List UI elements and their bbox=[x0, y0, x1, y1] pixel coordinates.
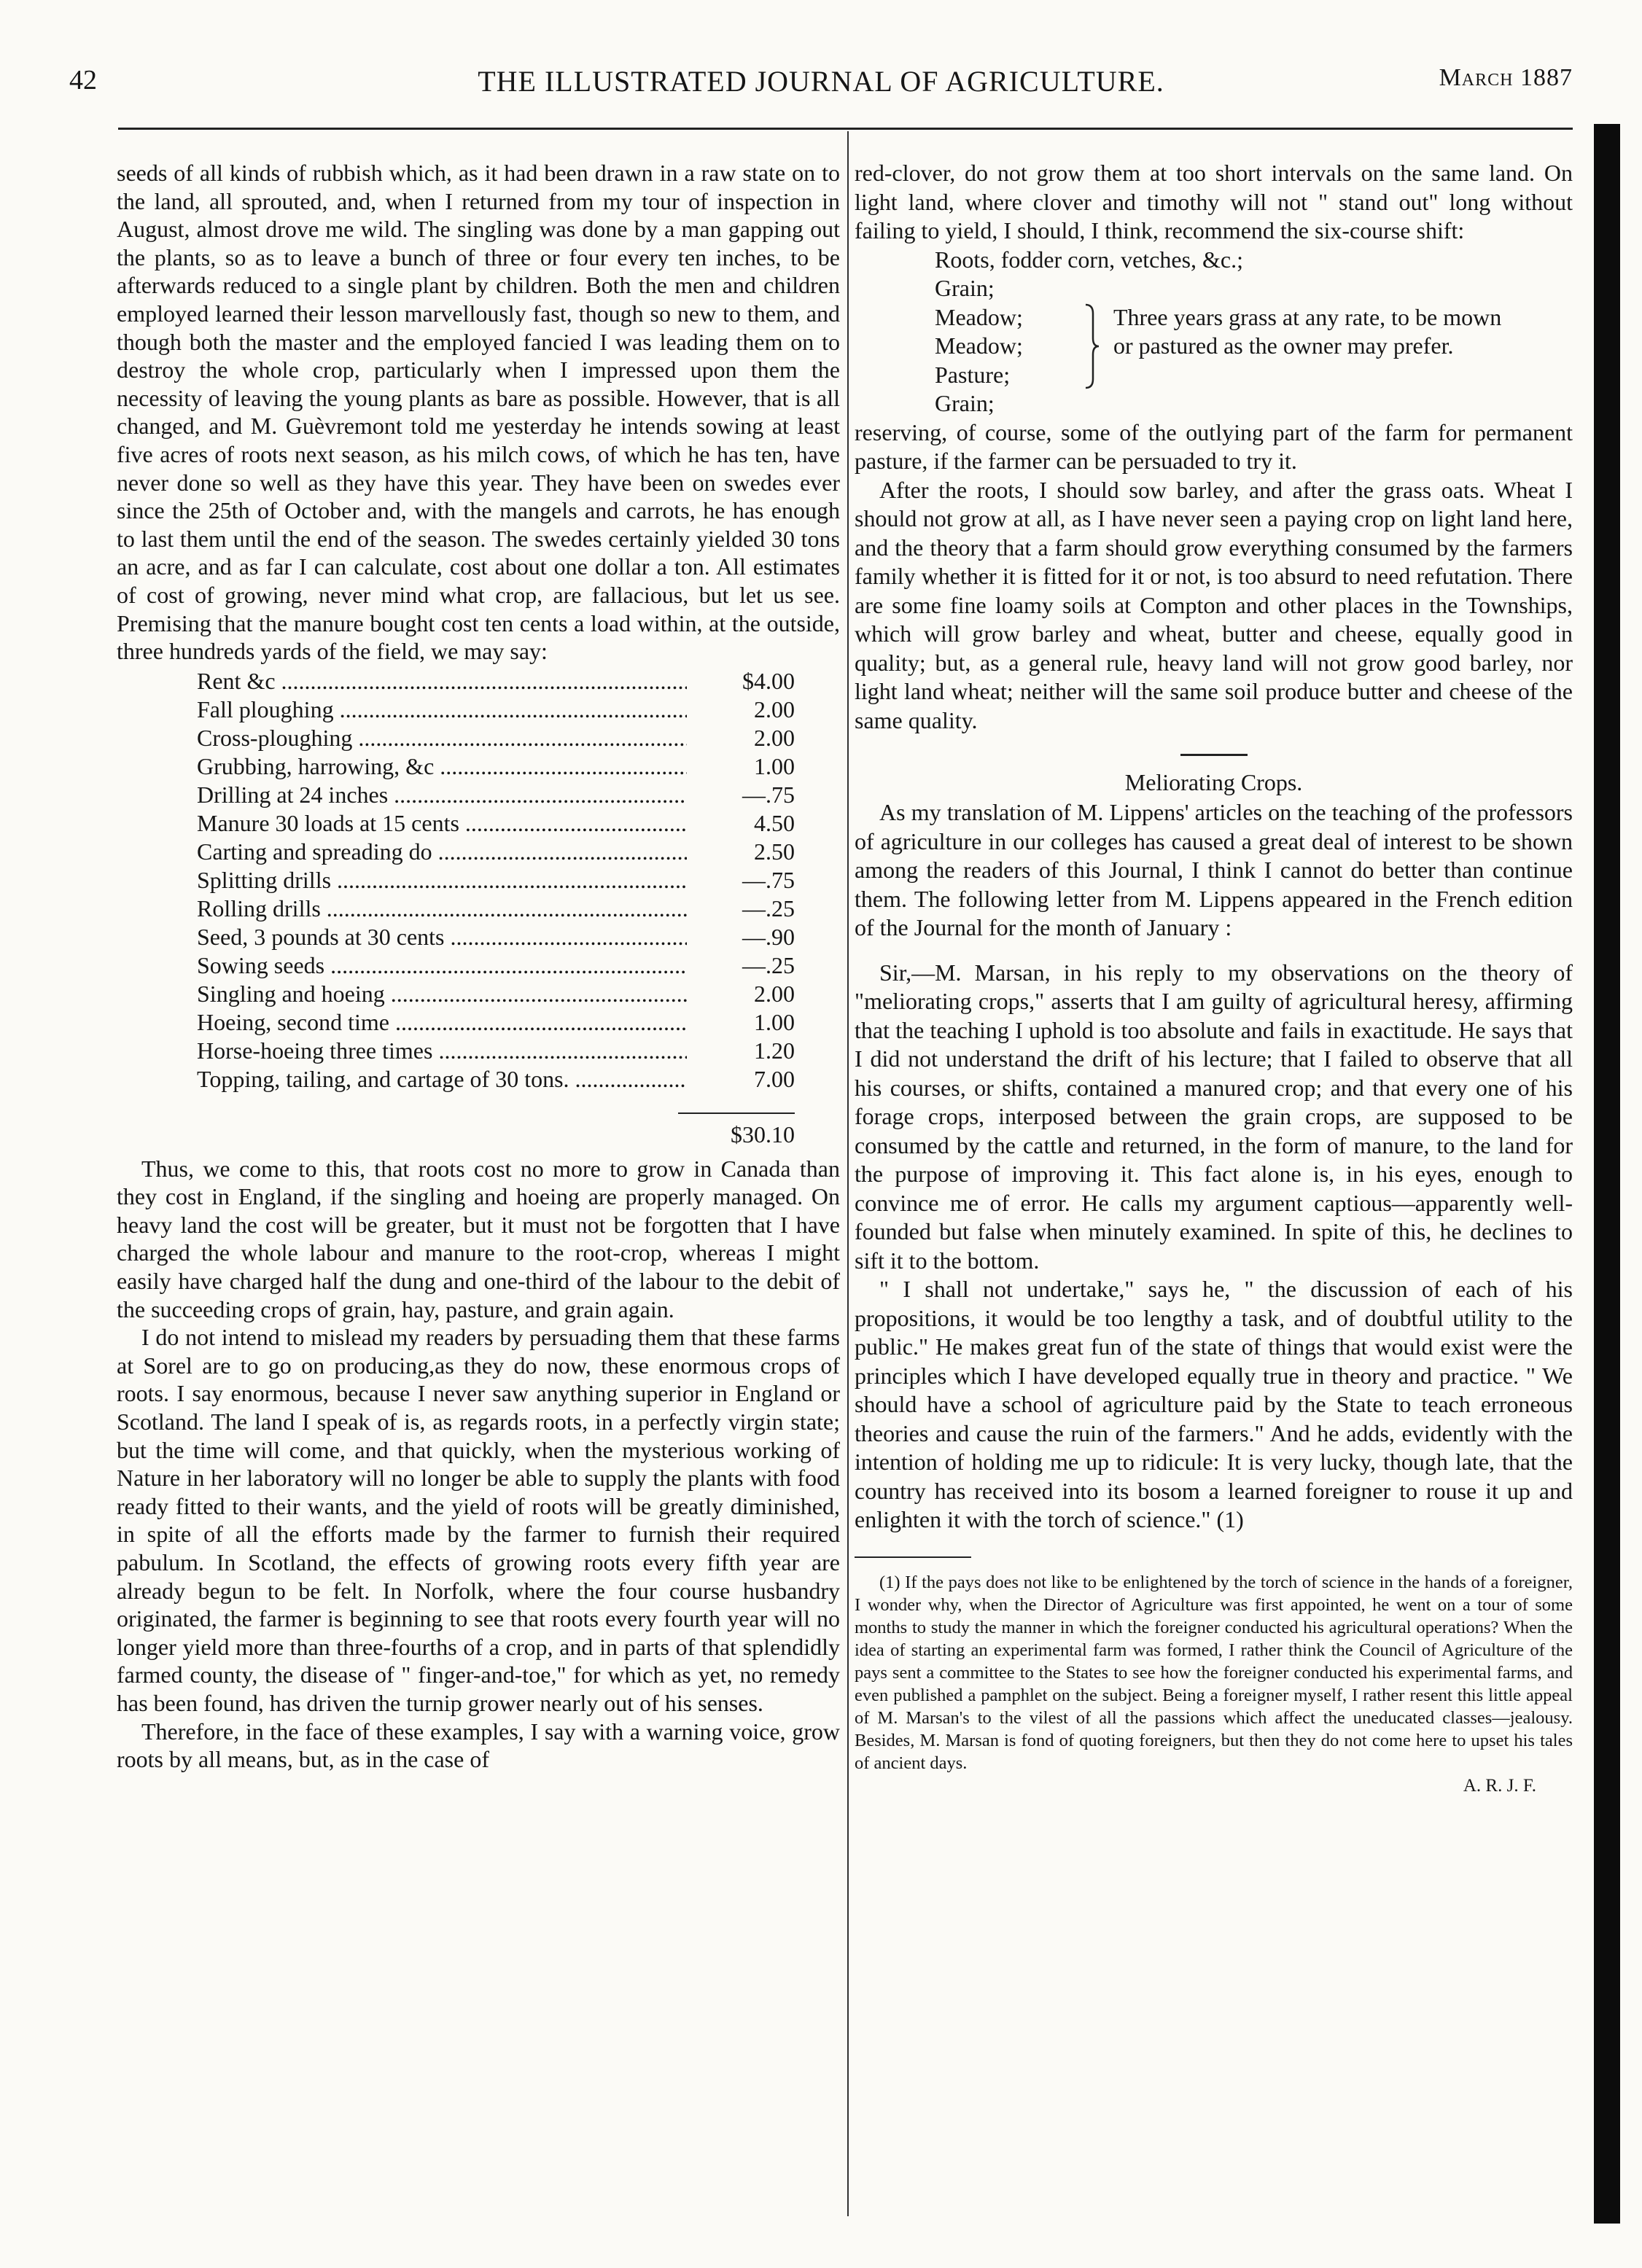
cost-item: Rolling drills ..... bbox=[197, 895, 687, 923]
cost-row bbox=[197, 866, 795, 895]
cost-row bbox=[197, 923, 795, 951]
right-column bbox=[855, 159, 1573, 1797]
right-paragraph-4: As my translation of M. Lippens' articles on the teaching of the professors of agriculture in our colleges has caused a great deal of interest to be shown among the readers of this Journal, I think I cannot do better than continue them. The following letter from M. Lippens appeared in the French edition of the Journal for the month of January : bbox=[855, 799, 1573, 940]
left-column bbox=[117, 159, 840, 1774]
cost-amount: 2.00 bbox=[754, 695, 795, 722]
cost-row bbox=[197, 1008, 795, 1037]
cost-table bbox=[197, 667, 795, 1149]
cost-amount: $4.00 bbox=[742, 667, 795, 694]
brace-icon bbox=[1083, 303, 1102, 389]
cost-total: $30.10 bbox=[731, 1121, 795, 1147]
journal-title: THE ILLUSTRATED JOURNAL OF AGRICULTURE. bbox=[478, 65, 1164, 98]
cost-item: Drilling at 24 inches ..... bbox=[197, 781, 687, 809]
cost-item: Manure 30 loads at 15 cents ..... bbox=[197, 809, 687, 838]
footnote: (1) If the pays does not like to be enlightened by the torch of science in the hands of a foreigner, I wonder why, when the Director of Agriculture was first appointed, he went on a tour of some months to study the manner in which the foreigner conducted his agricultural operations? When the idea of starting an experimental farm was formed, I rather think the Council of Agriculture of the pays sent a committee to the States to see how the foreigner conducted his experimental farms, and even published a pamphlet on the subject. Being a foreigner myself, I rather resent this little appeal of M. Marsan's to the vilest of all the passions which affect the uneducated classes—jealousy. Besides, M. Marsan is fond of quoting foreigners, but then they do not come here to upset his tales of ancient days. bbox=[855, 1572, 1573, 1773]
cost-row bbox=[197, 895, 795, 923]
rotation-item: Pasture; bbox=[935, 361, 1011, 388]
letter-paragraph-2: " I shall not undertake," says he, " the discussion of each of his propositions, it would be too lengthy a task, and of doubtful utility to the public." He makes great fun of the state of things that would exist were the principles which I have developed equally true in theory and practice. " We should have a school of agriculture paid by the State to teach erroneous theories and cause the ruin of the farmers." And he adds, evidently with the intention of holding me up to ridicule: It is very lucky, though late, that the country has received into its bosom a learned foreigner to rouse it up and enlighten it with the torch of science." (1) bbox=[855, 1276, 1573, 1532]
cost-row bbox=[197, 980, 795, 1008]
footnote-rule bbox=[855, 1556, 971, 1558]
cost-amount: —.75 bbox=[742, 781, 795, 808]
cost-row bbox=[197, 695, 795, 724]
rotation-item: Grain; bbox=[935, 275, 995, 301]
cost-item: Grubbing, harrowing, &c ..... bbox=[197, 752, 687, 781]
cost-amount: 2.50 bbox=[754, 838, 795, 865]
cost-amount: —.25 bbox=[742, 895, 795, 921]
cost-item: Horse-hoeing three times ..... bbox=[197, 1037, 687, 1065]
cost-amount: 1.00 bbox=[754, 1008, 795, 1035]
cost-item: Rent &c ..... bbox=[197, 667, 687, 695]
cost-item: Seed, 3 pounds at 30 cents ..... bbox=[197, 923, 687, 951]
cost-amount: 1.20 bbox=[754, 1037, 795, 1064]
rotation-item: Meadow; bbox=[935, 332, 1023, 359]
cost-row bbox=[197, 752, 795, 781]
cost-amount: —.90 bbox=[742, 923, 795, 950]
cost-row bbox=[197, 724, 795, 752]
right-paragraph-3: After the roots, I should sow barley, and after the grass oats. Wheat I should not grow at all, as I have never seen a paying crop on light land here, and the theory that a farm should grow everything consumed by the farmers family whether it is fitted for it or not, is too absurd to need refutation. There are some fine loamy soils at Compton and other places in the Townships, which will grow barley and wheat, butter and cheese, equally good in quality; but, as a general rule, heavy land will not grow good barley, nor light land wheat; neither will the same soil produce butter and cheese of the same quality. bbox=[855, 476, 1573, 733]
cost-item: Hoeing, second time ..... bbox=[197, 1008, 687, 1037]
left-paragraph-1: seeds of all kinds of rubbish which, as it had been drawn in a raw state on to the land, all sprouted, and, when I returned from my tour of inspection in August, almost drove me wild. The singling was done by a man gapping out the plants, so as to leave a bunch of three or four every ten inches, to be afterwards reduced to a single plant by children. Both the men and children employed learned their lesson marvellously fast, though so new to them, and though both the master and the employed fancied I was leading them on to destroy the whole crop, particularly when I impressed upon them the necessity of leaving the young plants as bare as possible. However, that is all changed, and M. Guèvremont told me yesterday he intends sowing at least five acres of roots next season, as his milch cows, of which he has ten, have never done so well as they have this year. They have been on swedes ever since the 25th of October and, with the mangels and carrots, he has enough to last them until the end of the season. The swedes certainly yielded 30 tons an acre, and as far I can calculate, cost about one dollar a ton. All estimates of cost of growing, never mind what crop, are fallacious, but let us see. Premising that the manure bought cost ten cents a load within, at the outside, three hundreds yards of the field, we may say: bbox=[117, 160, 840, 665]
left-paragraph-4: Therefore, in the face of these examples, I say with a warning voice, grow roots by all means, but, as in the case of bbox=[117, 1718, 840, 1773]
left-paragraph-2: Thus, we come to this, that roots cost no more to grow in Canada than they cost in England, if the singling and hoeing are properly managed. On heavy land the cost will be greater, but it must not be forgotten that I have charged the whole labour and manure to the root-crop, whereas I might easily have charged half the dung and one-third of the labour to the debit of the succeeding crops of grain, hay, pasture, and grain again. bbox=[117, 1155, 840, 1322]
cost-item: Fall ploughing ..... bbox=[197, 695, 687, 724]
cost-item: Carting and spreading do ..... bbox=[197, 838, 687, 866]
page-number: 42 bbox=[69, 65, 97, 96]
cost-amount: —.75 bbox=[742, 866, 795, 893]
scan-edge-shadow bbox=[1594, 124, 1620, 2224]
cost-item: Cross-ploughing ..... bbox=[197, 724, 687, 752]
rotation-item: Grain; bbox=[935, 390, 995, 416]
cost-row bbox=[197, 838, 795, 866]
cost-amount: 1.00 bbox=[754, 752, 795, 779]
crop-rotation-list bbox=[935, 246, 1573, 418]
cost-row bbox=[197, 951, 795, 980]
cost-row bbox=[197, 1037, 795, 1065]
cost-item: Splitting drills ..... bbox=[197, 866, 687, 895]
signature: A. R. J. F. bbox=[1463, 1775, 1536, 1796]
rotation-item: Roots, fodder corn, vetches, &c.; bbox=[935, 246, 1243, 273]
cost-item: Topping, tailing, and cartage of 30 tons. ..... bbox=[197, 1065, 687, 1094]
cost-amount: 2.00 bbox=[754, 724, 795, 751]
column-divider bbox=[847, 131, 849, 2216]
cost-row bbox=[197, 1065, 795, 1094]
cost-item: Singling and hoeing ..... bbox=[197, 980, 687, 1008]
cost-row bbox=[197, 781, 795, 809]
total-rule bbox=[678, 1112, 795, 1114]
right-paragraph-2: reserving, of course, some of the outlying part of the farm for permanent pasture, if the farmer can be persuaded to try it. bbox=[855, 418, 1573, 474]
cost-amount: 2.00 bbox=[754, 980, 795, 1007]
cost-amount: —.25 bbox=[742, 951, 795, 978]
cost-amount: 4.50 bbox=[754, 809, 795, 836]
cost-amount: 7.00 bbox=[754, 1065, 795, 1092]
left-paragraph-3: I do not intend to mislead my readers by persuading them that these farms at Sorel are to go on producing,as they do now, these enormous crops of roots. I say enormous, because I never saw anything superior in England or Scotland. The land I speak of is, as regards roots, in a perfectly virgin state; but the time will come, and that quickly, when the mysterious working of Nature in her laboratory will no longer be able to supply the plants with food ready fitted to their wants, and the yield of roots will be greatly diminished, in spite of all the efforts made by the farmer to furnish their required pabulum. In Scotland, the effects of growing roots every fifth year are already begun to be felt. In Norfolk, where the four course husbandry originated, the farmer is beginning to see that roots every fourth year will no longer yield more than three-fourths of a crop, and in parts of that splendidly farmed county, the disease of " finger-and-toe," for which as yet, no remedy has been found, has driven the turnip grower nearly out of his senses. bbox=[117, 1324, 840, 1716]
letter-paragraph-1: Sir,—M. Marsan, in his reply to my observations on the theory of "meliorating crops," asserts that I am guilty of agricultural heresy, affirming that the teaching I uphold is too absolute and fails in exactitude. He says that I did not understand the drift of his lecture; that I failed to observe that all his courses, or shifts, contained a manured crop; and that every one of his forage crops, interposed between the grain crops, are supposed to be consumed by the cattle and returned, in the form of manure, to the land for the purpose of improving it. This fact alone is, in his eyes, enough to convince me of error. He calls my argument captious—apparently well-founded but false when minutely examined. In spite of this, he declines to sift it to the bottom. bbox=[855, 959, 1573, 1274]
right-paragraph-1: red-clover, do not grow them at too short intervals on the same land. On light land, where clover and timothy will not " stand out" long without failing to yield, I should, I think, recommend the six-course shift: bbox=[855, 160, 1573, 243]
rotation-note: Three years grass at any rate, to be mown or pastured as the owner may prefer. bbox=[1113, 303, 1502, 359]
header-rule bbox=[118, 128, 1573, 130]
cost-row bbox=[197, 809, 795, 838]
page-header bbox=[69, 64, 1573, 108]
cost-item: Sowing seeds ..... bbox=[197, 951, 687, 980]
issue-date: March 1887 bbox=[1439, 64, 1573, 91]
section-title: Meliorating Crops. bbox=[1124, 769, 1303, 795]
rotation-item: Meadow; bbox=[935, 303, 1023, 330]
section-rule bbox=[1180, 754, 1248, 756]
cost-row bbox=[197, 667, 795, 695]
